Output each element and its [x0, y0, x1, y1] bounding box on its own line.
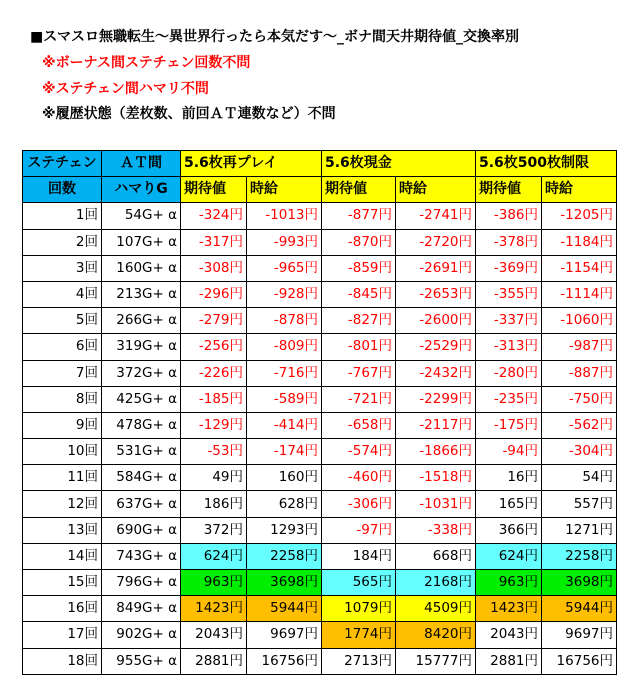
cell-stechen-count: 18回: [23, 648, 102, 674]
sub-hourly-header: 時給: [542, 177, 617, 203]
cell-stechen-count: 6回: [23, 334, 102, 360]
cell-stechen-count: 5回: [23, 308, 102, 334]
cell-stechen-count: 9回: [23, 412, 102, 438]
cell-replay-expect: -226円: [181, 360, 247, 386]
cell-limit-hourly: -1060円: [542, 308, 617, 334]
cell-limit-hourly: -987円: [542, 334, 617, 360]
cell-cash-expect: -877円: [322, 203, 396, 229]
cell-cash-expect: -721円: [322, 386, 396, 412]
cell-replay-expect: 1423円: [181, 596, 247, 622]
cell-cash-hourly: -1031円: [396, 491, 476, 517]
cell-limit-expect: -369円: [476, 255, 542, 281]
table-row: [23, 439, 617, 465]
cell-cash-expect: 1079円: [322, 596, 396, 622]
cell-replay-hourly: 2258円: [247, 543, 322, 569]
cell-stechen-count: 14回: [23, 543, 102, 569]
note-history-state: ※履歴状態（差枚数、前回ＡＴ連数など）不問: [42, 106, 336, 122]
cell-cash-expect: 184円: [322, 543, 396, 569]
cell-hamari-games: 372G+ α: [102, 360, 181, 386]
cell-limit-expect: 366円: [476, 517, 542, 543]
cell-cash-expect: 2713円: [322, 648, 396, 674]
cell-hamari-games: 54G+ α: [102, 203, 181, 229]
cell-limit-hourly: 557円: [542, 491, 617, 517]
col-stechen-header: ステチェン: [23, 151, 102, 177]
cell-cash-expect: -460円: [322, 465, 396, 491]
cell-replay-hourly: 3698円: [247, 570, 322, 596]
cell-limit-expect: -280円: [476, 360, 542, 386]
cell-replay-hourly: -928円: [247, 281, 322, 307]
table-row: [23, 543, 617, 569]
table-row: [23, 465, 617, 491]
cell-stechen-count: 12回: [23, 491, 102, 517]
sub-hourly-header: 時給: [247, 177, 322, 203]
cell-cash-hourly: -2117円: [396, 412, 476, 438]
sub-expect-header: 期待値: [322, 177, 396, 203]
table-row: [23, 281, 617, 307]
expectation-table: [22, 150, 617, 675]
cell-cash-hourly: -338円: [396, 517, 476, 543]
cell-cash-expect: -767円: [322, 360, 396, 386]
cell-limit-expect: -378円: [476, 229, 542, 255]
cell-cash-hourly: -2691円: [396, 255, 476, 281]
sub-expect-header: 期待値: [181, 177, 247, 203]
table-row: [23, 622, 617, 648]
cell-replay-hourly: 628円: [247, 491, 322, 517]
cell-hamari-games: 107G+ α: [102, 229, 181, 255]
cell-limit-expect: 1423円: [476, 596, 542, 622]
group-cash-header: 5.6枚現金: [322, 151, 476, 177]
cell-limit-expect: 963円: [476, 570, 542, 596]
cell-stechen-count: 8回: [23, 386, 102, 412]
cell-limit-expect: -355円: [476, 281, 542, 307]
cell-cash-expect: -845円: [322, 281, 396, 307]
table-row: [23, 596, 617, 622]
cell-replay-hourly: -589円: [247, 386, 322, 412]
cell-cash-expect: -801円: [322, 334, 396, 360]
cell-limit-hourly: -304円: [542, 439, 617, 465]
group-replay-header: 5.6枚再プレイ: [181, 151, 322, 177]
cell-limit-hourly: 3698円: [542, 570, 617, 596]
cell-replay-expect: -324円: [181, 203, 247, 229]
table-row: [23, 255, 617, 281]
table-row: [23, 412, 617, 438]
cell-cash-hourly: -2741円: [396, 203, 476, 229]
cell-hamari-games: 955G+ α: [102, 648, 181, 674]
header-row-2: [23, 177, 617, 203]
cell-limit-expect: -175円: [476, 412, 542, 438]
cell-cash-hourly: 2168円: [396, 570, 476, 596]
cell-stechen-count: 10回: [23, 439, 102, 465]
cell-limit-hourly: 2258円: [542, 543, 617, 569]
cell-replay-expect: -279円: [181, 308, 247, 334]
cell-limit-hourly: -1114円: [542, 281, 617, 307]
cell-replay-expect: -308円: [181, 255, 247, 281]
cell-hamari-games: 637G+ α: [102, 491, 181, 517]
cell-replay-hourly: -993円: [247, 229, 322, 255]
cell-replay-expect: -256円: [181, 334, 247, 360]
cell-limit-expect: 16円: [476, 465, 542, 491]
cell-replay-hourly: -1013円: [247, 203, 322, 229]
cell-limit-expect: -313円: [476, 334, 542, 360]
cell-cash-expect: 1774円: [322, 622, 396, 648]
cell-limit-expect: 624円: [476, 543, 542, 569]
cell-cash-hourly: -2529円: [396, 334, 476, 360]
cell-stechen-count: 1回: [23, 203, 102, 229]
table-row: [23, 360, 617, 386]
cell-cash-hourly: -2720円: [396, 229, 476, 255]
sub-expect-header: 期待値: [476, 177, 542, 203]
cell-cash-expect: 565円: [322, 570, 396, 596]
cell-replay-hourly: -878円: [247, 308, 322, 334]
cell-stechen-count: 16回: [23, 596, 102, 622]
cell-replay-expect: 372円: [181, 517, 247, 543]
cell-replay-expect: 624円: [181, 543, 247, 569]
cell-limit-expect: -386円: [476, 203, 542, 229]
cell-replay-expect: -317円: [181, 229, 247, 255]
cell-cash-expect: -859円: [322, 255, 396, 281]
col-at-interval-header: ＡＴ間: [102, 151, 181, 177]
table-row: [23, 229, 617, 255]
cell-cash-hourly: -2653円: [396, 281, 476, 307]
cell-replay-expect: 2881円: [181, 648, 247, 674]
cell-replay-hourly: 160円: [247, 465, 322, 491]
cell-stechen-count: 17回: [23, 622, 102, 648]
cell-limit-hourly: 16756円: [542, 648, 617, 674]
cell-stechen-count: 4回: [23, 281, 102, 307]
cell-cash-hourly: 8420円: [396, 622, 476, 648]
cell-hamari-games: 902G+ α: [102, 622, 181, 648]
cell-hamari-games: 319G+ α: [102, 334, 181, 360]
cell-stechen-count: 13回: [23, 517, 102, 543]
cell-hamari-games: 796G+ α: [102, 570, 181, 596]
cell-limit-hourly: -1184円: [542, 229, 617, 255]
table-row: [23, 308, 617, 334]
cell-replay-hourly: -414円: [247, 412, 322, 438]
cell-stechen-count: 7回: [23, 360, 102, 386]
cell-limit-expect: 165円: [476, 491, 542, 517]
cell-replay-expect: -296円: [181, 281, 247, 307]
cell-cash-hourly: -2600円: [396, 308, 476, 334]
cell-cash-hourly: -1518円: [396, 465, 476, 491]
cell-replay-expect: -185円: [181, 386, 247, 412]
cell-limit-expect: 2043円: [476, 622, 542, 648]
cell-limit-expect: -235円: [476, 386, 542, 412]
table-row: [23, 334, 617, 360]
cell-replay-expect: 963円: [181, 570, 247, 596]
cell-stechen-count: 11回: [23, 465, 102, 491]
table-row: [23, 517, 617, 543]
cell-hamari-games: 584G+ α: [102, 465, 181, 491]
cell-cash-hourly: -2299円: [396, 386, 476, 412]
cell-cash-expect: -574円: [322, 439, 396, 465]
cell-cash-hourly: 4509円: [396, 596, 476, 622]
cell-limit-hourly: -750円: [542, 386, 617, 412]
table-body: [23, 203, 617, 674]
cell-replay-hourly: -174円: [247, 439, 322, 465]
cell-cash-hourly: -2432円: [396, 360, 476, 386]
cell-hamari-games: 213G+ α: [102, 281, 181, 307]
cell-cash-expect: -870円: [322, 229, 396, 255]
cell-hamari-games: 266G+ α: [102, 308, 181, 334]
cell-limit-hourly: 1271円: [542, 517, 617, 543]
page-title: ■スマスロ無職転生～異世界行ったら本気だす～_ボナ間天井期待値_交換率別: [30, 29, 519, 45]
table-row: [23, 386, 617, 412]
cell-limit-hourly: -562円: [542, 412, 617, 438]
cell-replay-hourly: 1293円: [247, 517, 322, 543]
table-row: [23, 570, 617, 596]
cell-hamari-games: 478G+ α: [102, 412, 181, 438]
sub-hourly-header: 時給: [396, 177, 476, 203]
cell-limit-hourly: 5944円: [542, 596, 617, 622]
cell-cash-expect: -97円: [322, 517, 396, 543]
cell-cash-expect: -306円: [322, 491, 396, 517]
cell-cash-expect: -658円: [322, 412, 396, 438]
cell-limit-expect: -337円: [476, 308, 542, 334]
cell-cash-hourly: 15777円: [396, 648, 476, 674]
cell-cash-expect: -827円: [322, 308, 396, 334]
cell-replay-expect: -129円: [181, 412, 247, 438]
cell-replay-expect: -53円: [181, 439, 247, 465]
cell-hamari-games: 425G+ α: [102, 386, 181, 412]
table-row: [23, 203, 617, 229]
table-row: [23, 648, 617, 674]
cell-stechen-count: 2回: [23, 229, 102, 255]
cell-replay-expect: 49円: [181, 465, 247, 491]
cell-hamari-games: 849G+ α: [102, 596, 181, 622]
group-limit-header: 5.6枚500枚制限: [476, 151, 617, 177]
cell-cash-hourly: -1866円: [396, 439, 476, 465]
cell-stechen-count: 15回: [23, 570, 102, 596]
col-hamari-header: ハマりG: [102, 177, 181, 203]
cell-limit-expect: -94円: [476, 439, 542, 465]
cell-hamari-games: 743G+ α: [102, 543, 181, 569]
cell-hamari-games: 160G+ α: [102, 255, 181, 281]
table-row: [23, 491, 617, 517]
cell-replay-hourly: 9697円: [247, 622, 322, 648]
cell-replay-expect: 2043円: [181, 622, 247, 648]
cell-replay-hourly: -809円: [247, 334, 322, 360]
header-row-1: [23, 151, 617, 177]
note-bonus-interval: ※ボーナス間ステチェン回数不問: [42, 55, 251, 71]
note-stechen-interval: ※ステチェン間ハマリ不問: [42, 81, 209, 97]
cell-limit-hourly: -1154円: [542, 255, 617, 281]
cell-replay-hourly: 5944円: [247, 596, 322, 622]
cell-limit-hourly: -1205円: [542, 203, 617, 229]
cell-limit-expect: 2881円: [476, 648, 542, 674]
cell-hamari-games: 531G+ α: [102, 439, 181, 465]
cell-stechen-count: 3回: [23, 255, 102, 281]
cell-replay-hourly: -716円: [247, 360, 322, 386]
cell-hamari-games: 690G+ α: [102, 517, 181, 543]
cell-replay-hourly: 16756円: [247, 648, 322, 674]
col-count-header: 回数: [23, 177, 102, 203]
cell-cash-hourly: 668円: [396, 543, 476, 569]
cell-limit-hourly: 9697円: [542, 622, 617, 648]
cell-replay-expect: 186円: [181, 491, 247, 517]
cell-limit-hourly: 54円: [542, 465, 617, 491]
cell-replay-hourly: -965円: [247, 255, 322, 281]
cell-limit-hourly: -887円: [542, 360, 617, 386]
